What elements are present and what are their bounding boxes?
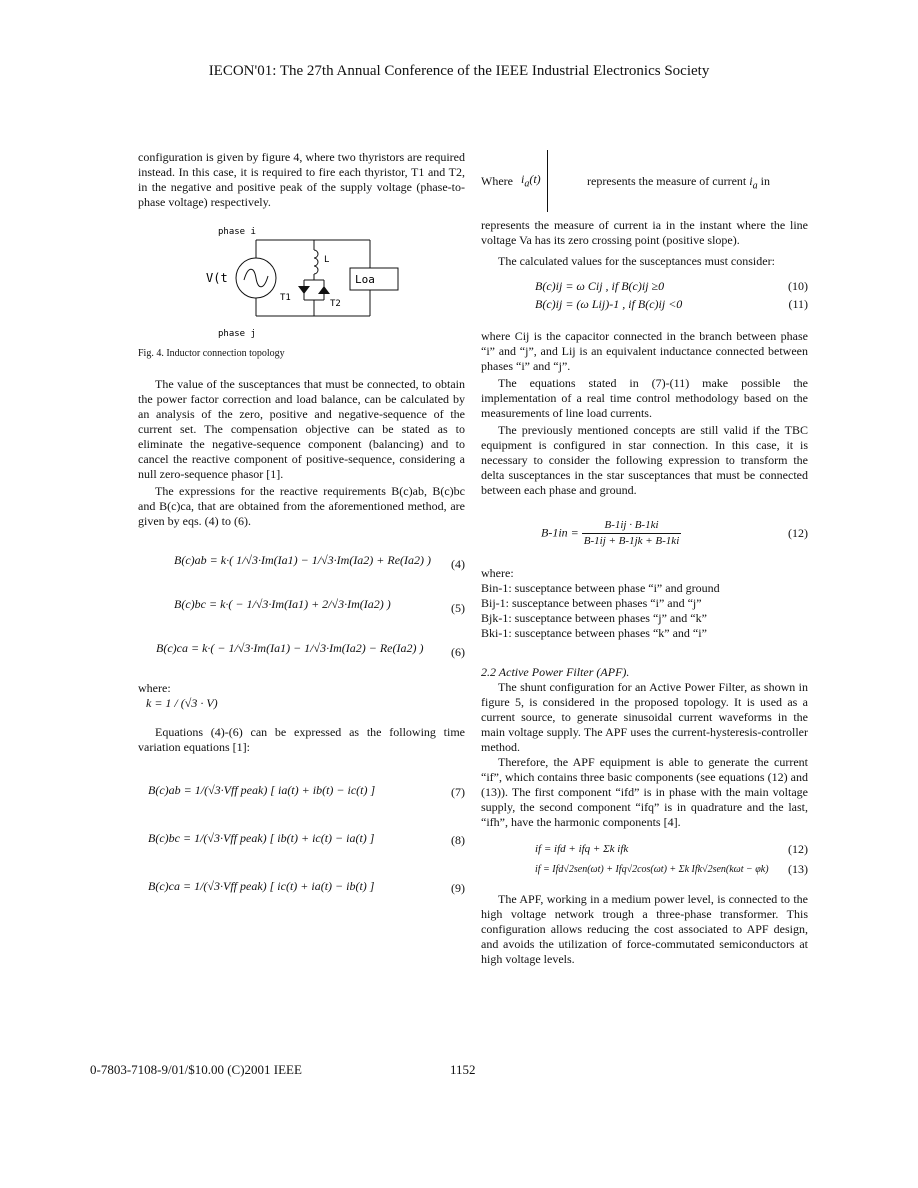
equation-body: if = ifd + ifq + Σk ifk — [535, 843, 629, 855]
copyright-footer: 0-7803-7108-9/01/$10.00 (C)2001 IEEE — [90, 1062, 302, 1077]
paragraph: Therefore, the APF equipment is able to generate the current “if”, which contains three basic components (see equations (12) and (13)). The first component “ifd” is in phase with the main voltage supply, the second component “ifq” is in quadrature and the last, “ifh”, have the harmonic components [4]. — [481, 755, 808, 829]
equation-10 — [481, 279, 808, 297]
paragraph: The equations stated in (7)-(11) make possible the implementation of a real time control methodology based on the measurements of line load currents. — [481, 376, 808, 420]
fraction — [582, 518, 681, 549]
equation-body: B(c)ab = k·( 1/√3·Im(Ia1) − 1/√3·Im(Ia2) + Re(Ia2) ) — [174, 553, 432, 567]
equation-body: B(c)bc = 1/(√3·Vff peak) [ ib(t) + ic(t) − ia(t) ] — [148, 831, 375, 845]
section-heading: 2.2 Active Power Filter (APF). — [481, 665, 630, 679]
t1-label: T1 — [280, 293, 291, 303]
equation-number: (12) — [788, 526, 808, 540]
equation-number: (10) — [788, 279, 808, 293]
equation-9 — [138, 867, 465, 911]
phase-i-label: phase i — [218, 227, 256, 237]
paragraph: The APF, working in a medium power level, is connected to the high voltage network trough a three-phase transformer. This configuration allows reducing the cost associated to APF design, and avoids the utilization of force-commutated semiconductors at high voltage levels. — [481, 892, 808, 966]
equation-lhs: B-1in = — [541, 525, 579, 540]
equation-body: B(c)ij = ω Cij , if B(c)ij ≥0 — [535, 279, 665, 293]
where-word: Where — [481, 174, 513, 188]
paragraph: The expressions for the reactive requirements B(c)ab, B(c)bc and B(c)ca, that are obtained from the aforementioned method, are given by eqs. (4) to (6). — [138, 484, 465, 528]
right-column — [481, 150, 808, 967]
list-item: Bki-1: susceptance between phases “k” and “i” — [481, 626, 707, 640]
equation-body: if = Ifd√2sen(ωt) + Ifq√2cos(ωt) + Σk Ifk√2sen(kωt − φk) — [535, 864, 769, 875]
thyristor-t1-symbol — [298, 286, 310, 294]
paragraph: The shunt configuration for an Active Power Filter, as shown in figure 5, is considered in the proposed topology. It is used as a current source, to generate sinusoidal current waveforms in the main voltage supply. The APF uses the current-hysteresis-controller method. — [481, 680, 808, 754]
equation-13 — [481, 860, 808, 882]
thyristor-t2-symbol — [318, 286, 330, 294]
inductor-label: L — [324, 255, 330, 265]
equation-number: (9) — [451, 881, 465, 895]
left-column — [138, 150, 465, 911]
equation-11 — [481, 297, 808, 315]
equation-number: (8) — [451, 833, 465, 847]
equation-7 — [138, 771, 465, 815]
figure-4 — [138, 224, 465, 340]
equation-body: B(c)bc = k·( − 1/√3·Im(Ia1) + 2/√3·Im(Ia2) ) — [174, 597, 391, 611]
equation-body: B(c)ca = k·( − 1/√3·Im(Ia1) − 1/√3·Im(Ia2) − Re(Ia2) ) — [156, 641, 424, 655]
list-item: Bin-1: susceptance between phase “i” and ground — [481, 581, 720, 595]
paragraph: represents the measure of current ia in the instant where the line voltage Va has its zero crossing point (positive slope). — [481, 218, 808, 247]
equation-4 — [138, 547, 465, 583]
equation-body: B(c)ab = 1/(√3·Vff peak) [ ia(t) + ib(t) − ic(t) ] — [148, 783, 376, 797]
phase-j-label: phase j — [218, 329, 256, 339]
circuit-diagram — [138, 224, 465, 340]
equation-12-current — [481, 838, 808, 860]
inductor-symbol — [314, 250, 318, 274]
equation-number: (13) — [788, 862, 808, 876]
k-definition: k = 1 / (√3 · V) — [146, 696, 218, 710]
list-item: Bij-1: susceptance between phases “i” and “j” — [481, 596, 702, 610]
t2-label: T2 — [330, 299, 341, 309]
equation-5 — [138, 591, 465, 627]
equation-number: (4) — [451, 557, 465, 571]
paragraph: where Cij is the capacitor connected in the branch between phase “i” and “j”, and Lij is an equivalent inductance connected between phases “i” and “j”. — [481, 329, 808, 373]
paragraph: configuration is given by figure 4, where two thyristors are required instead. In this case, it is required to fire each thyristor, T1 and T2, in the negative and positive peak of the supply voltage (phase-to-phase voltage) respectively. — [138, 150, 465, 209]
paragraph: Equations (4)-(6) can be expressed as the following time variation equations [1]: — [138, 725, 465, 754]
source-label: V(t — [206, 271, 228, 285]
equation-6 — [138, 635, 465, 671]
equation-number: (6) — [451, 645, 465, 659]
running-header: IECON'01: The 27th Annual Conference of the IEEE Industrial Electronics Society — [208, 63, 710, 79]
where-statement — [481, 150, 808, 214]
paragraph-start: represents the measure of current $i_a$ in — [587, 174, 770, 192]
equation-body: B(c)ij = (ω Lij)-1 , if B(c)ij <0 — [535, 297, 683, 311]
paragraph: The value of the susceptances that must be connected, to obtain the power factor correction and load balance, can be calculated by an analysis of the zero, positive and negative-sequence of the current set. The compensation objective can be stated as to eliminate the negative-sequence component (balancing) and to cancel the reactive component of positive-sequence, considering a null zero-sequence phasor [1]. — [138, 377, 465, 481]
figure-caption: Fig. 4. Inductor connection topology — [138, 348, 285, 359]
equation-number: (7) — [451, 785, 465, 799]
equation-12-star — [481, 514, 808, 554]
load-label: Loa — [355, 273, 375, 286]
denominator: B-1ij + B-1jk + B-1ki — [583, 535, 680, 547]
equation-number: (11) — [788, 297, 808, 311]
list-item: Bjk-1: susceptance between phases “j” and “k” — [481, 611, 707, 625]
ia-measure-symbol: $i_a(t)$ — [521, 172, 541, 190]
where-label: where: — [138, 681, 171, 695]
definition-list — [481, 581, 808, 641]
equation-number: (5) — [451, 601, 465, 615]
evaluation-bar — [547, 150, 548, 212]
where-label: where: — [481, 566, 514, 580]
numerator: B-1ij · B-1ki — [582, 518, 681, 534]
equation-body: B(c)ca = 1/(√3·Vff peak) [ ic(t) + ia(t) − ib(t) ] — [148, 879, 375, 893]
paragraph: The previously mentioned concepts are still valid if the TBC equipment is configured in star connection. In this case, it is necessary to consider the following expression to transform the delta susceptances in the star susceptances that must be connected between each phase and ground. — [481, 423, 808, 497]
equation-number: (12) — [788, 842, 808, 856]
paragraph: The calculated values for the susceptances must consider: — [498, 254, 775, 268]
equation-8 — [138, 819, 465, 863]
page-number: 1152 — [450, 1062, 476, 1077]
